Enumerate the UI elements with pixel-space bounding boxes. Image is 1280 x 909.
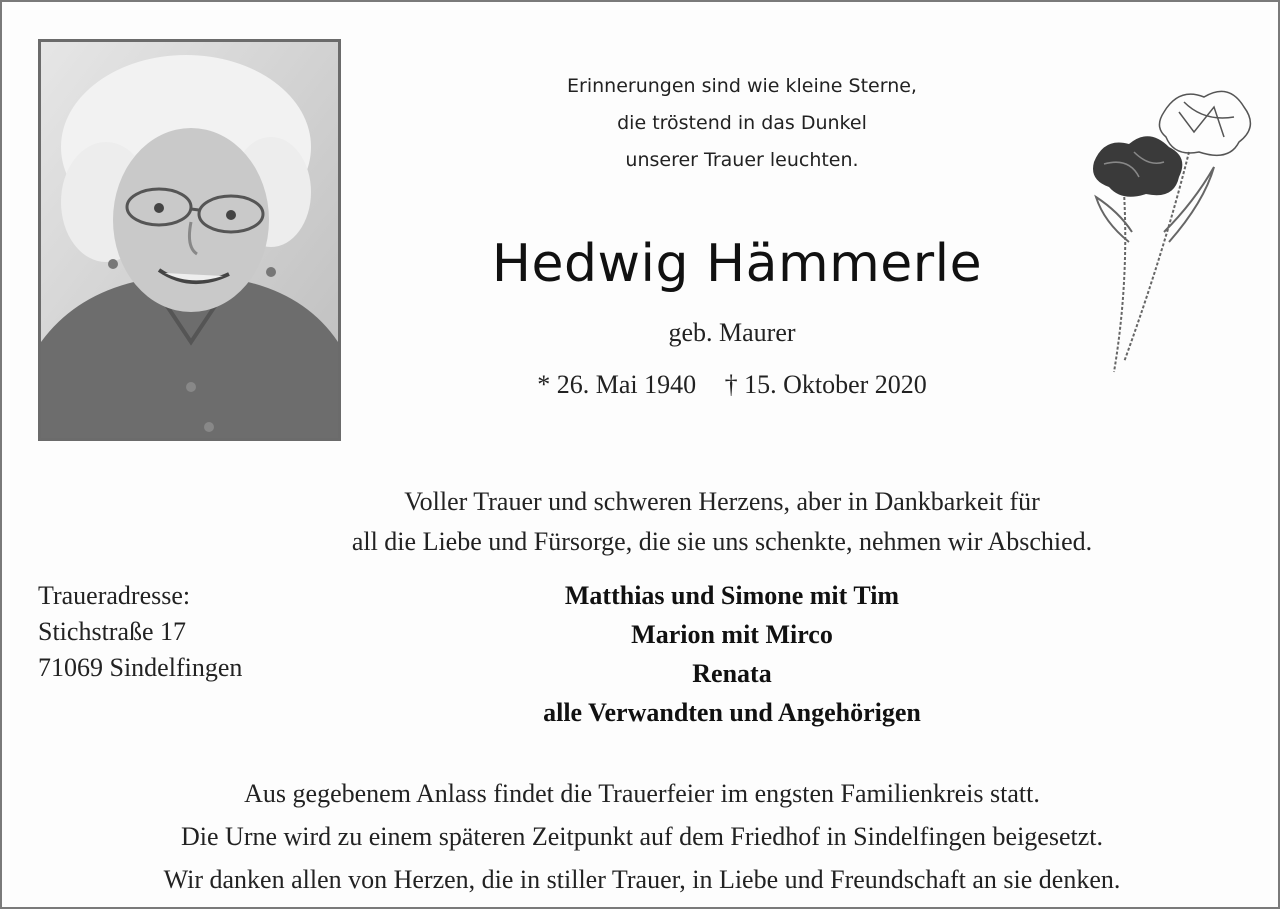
footer-line: Aus gegebenem Anlass findet die Trauerfeier im engsten Familienkreis statt. [244, 779, 1040, 808]
address-city: 71069 Sindelfingen [38, 653, 243, 682]
poem-line: die tröstend in das Dunkel [617, 112, 867, 134]
family-names [402, 576, 1062, 732]
address-label: Traueradresse: [38, 581, 191, 610]
message-line: Voller Trauer und schweren Herzens, aber in Dankbarkeit für [404, 487, 1040, 516]
death-date: † 15. Oktober 2020 [724, 370, 927, 399]
farewell-message [182, 482, 1262, 562]
maiden-name: geb. Maurer [668, 318, 796, 347]
mourning-address [38, 578, 242, 686]
deceased-name: Hedwig Hämmerle [491, 234, 983, 294]
address-street: Stichstraße 17 [38, 617, 187, 646]
poem-line: Erinnerungen sind wie kleine Sterne, [567, 75, 917, 97]
family-line: Matthias und Simone mit Tim [564, 581, 900, 610]
message-line: all die Liebe und Fürsorge, die sie uns schenkte, nehmen wir Abschied. [351, 527, 1093, 556]
birth-date: * 26. Mai 1940 [537, 370, 697, 399]
funeral-notice [22, 772, 1262, 901]
footer-line: Die Urne wird zu einem späteren Zeitpunkt auf dem Friedhof in Sindelfingen beigesetzt. [181, 822, 1103, 851]
poem [462, 68, 1022, 179]
carnation-icon [1084, 82, 1254, 382]
family-line: Renata [692, 659, 772, 688]
poem-line: unserer Trauer leuchten. [625, 149, 859, 171]
footer-line: Wir danken allen von Herzen, die in stiller Trauer, in Liebe und Freundschaft an sie denken. [163, 865, 1121, 894]
family-line: alle Verwandten und Angehörigen [543, 698, 921, 727]
family-line: Marion mit Mirco [631, 620, 833, 649]
life-dates [382, 370, 1082, 400]
portrait-photo [38, 39, 341, 441]
